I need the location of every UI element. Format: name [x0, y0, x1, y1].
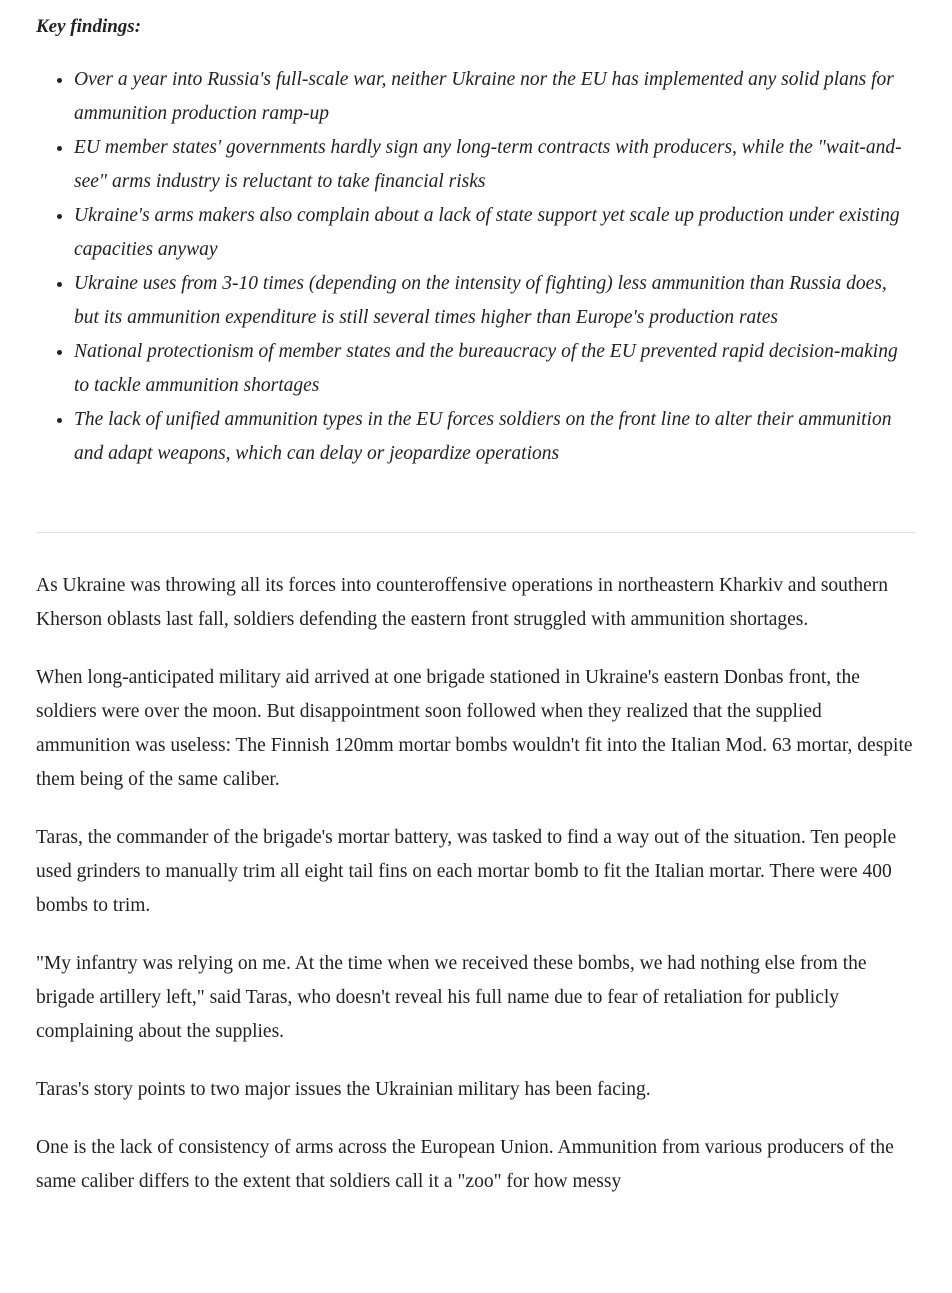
body-paragraph: Taras's story points to two major issues the Ukrainian military has been facing.	[36, 1079, 651, 1100]
key-finding-item: • Ukraine uses from 3-10 times (depending on the intensity of fighting) less ammunition than Russia does, but its ammunition expenditure is still several times higher than Europe's production rates	[74, 267, 916, 335]
section-divider	[36, 532, 916, 533]
body-paragraph: When long-anticipated military aid arrived at one brigade stationed in Ukraine's eastern Donbas front, the soldiers were over the moon. But disappointment soon followed when they realized that the supplied ammunition was useless: The Finnish 120mm mortar bombs wouldn't fit into the Italian Mod. 63 mortar, despite them being of the same caliber.	[36, 667, 913, 790]
body-paragraph: One is the lack of consistency of arms across the European Union. Ammunition from various producers of the same caliber differs to the extent that soldiers call it a "zoo" for how messy	[36, 1137, 894, 1192]
key-finding-item: • Ukraine's arms makers also complain about a lack of state support yet scale up production under existing capacities anyway	[74, 199, 916, 267]
body-paragraph: "My infantry was relying on me. At the time when we received these bombs, we had nothing else from the brigade artillery left," said Taras, who doesn't reveal his full name due to fear of retaliation for publicly complaining about the supplies.	[36, 953, 867, 1042]
key-findings-title: Key findings:	[36, 16, 142, 37]
body-paragraph: As Ukraine was throwing all its forces into counteroffensive operations in northeastern Kharkiv and southern Kherson oblasts last fall, soldiers defending the eastern front struggled with ammunition shortages.	[36, 575, 889, 630]
key-finding-item: • EU member states' governments hardly sign any long-term contracts with producers, while the "wait-and-see" arms industry is reluctant to take financial risks	[74, 131, 916, 199]
key-finding-item: • Over a year into Russia's full-scale war, neither Ukraine nor the EU has implemented any solid plans for ammunition production ramp-up	[74, 63, 916, 131]
key-findings-list	[36, 63, 916, 471]
body-paragraph: Taras, the commander of the brigade's mortar battery, was tasked to find a way out of the situation. Ten people used grinders to manually trim all eight tail fins on each mortar bomb to fit the Italian mortar. There were 400 bombs to trim.	[36, 827, 897, 916]
key-finding-item: • National protectionism of member states and the bureaucracy of the EU prevented rapid decision-making to tackle ammunition shortages	[74, 335, 916, 403]
article	[0, 13, 952, 1199]
key-finding-item: • The lack of unified ammunition types in the EU forces soldiers on the front line to alter their ammunition and adapt weapons, which can delay or jeopardize operations	[74, 403, 916, 471]
